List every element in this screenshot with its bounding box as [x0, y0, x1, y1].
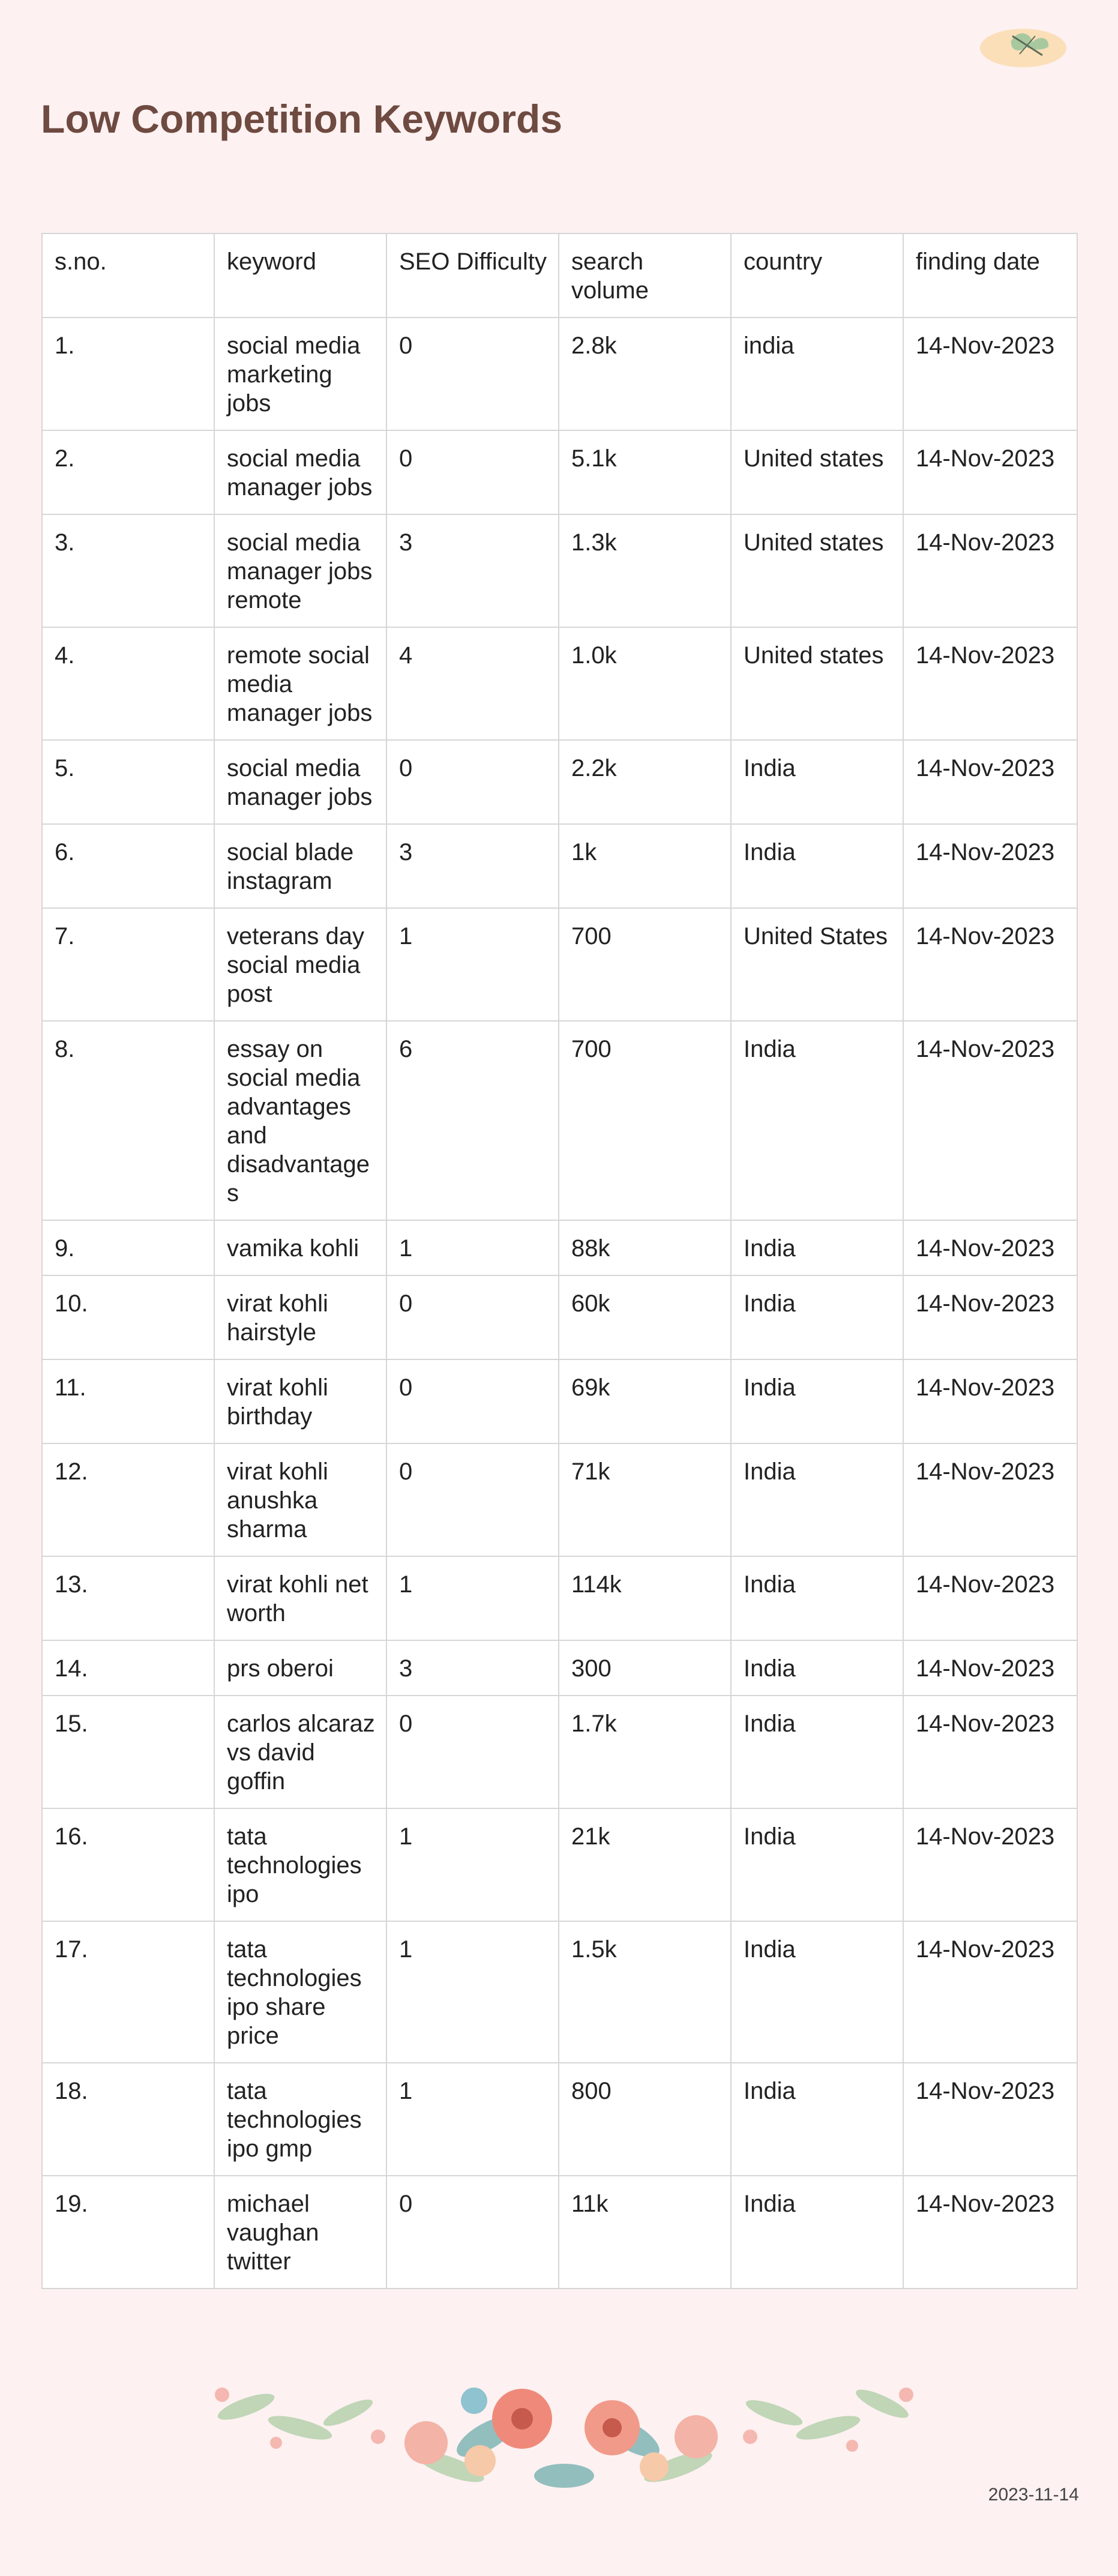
cell-country: India [731, 1640, 903, 1696]
cell-country: United states [731, 514, 903, 627]
cell-finding-date: 14-Nov-2023 [903, 1220, 1077, 1275]
cell-keyword: carlos alcaraz vs david goffin [214, 1696, 386, 1808]
cell-seo-difficulty: 0 [386, 317, 559, 430]
keywords-table [41, 233, 1078, 2289]
cell-keyword: remote social media manager jobs [214, 627, 386, 740]
cell-search-volume: 21k [559, 1808, 731, 1921]
cell-keyword: social media manager jobs [214, 430, 386, 514]
cell-sno: 5. [42, 740, 214, 824]
cell-seo-difficulty: 3 [386, 824, 559, 908]
cell-keyword: veterans day social media post [214, 908, 386, 1021]
cell-seo-difficulty: 0 [386, 2176, 559, 2289]
cell-keyword: vamika kohli [214, 1220, 386, 1275]
cell-country: India [731, 1359, 903, 1443]
cell-sno: 17. [42, 1921, 214, 2063]
cell-country: India [731, 1220, 903, 1275]
cell-sno: 16. [42, 1808, 214, 1921]
cell-seo-difficulty: 0 [386, 1443, 559, 1556]
cell-search-volume: 114k [559, 1556, 731, 1640]
cell-finding-date: 14-Nov-2023 [903, 627, 1077, 740]
cell-seo-difficulty: 1 [386, 1808, 559, 1921]
table-row [42, 2063, 1077, 2176]
cell-keyword: michael vaughan twitter [214, 2176, 386, 2289]
column-header: SEO Difficulty [386, 233, 559, 317]
cell-country: India [731, 1275, 903, 1359]
cell-finding-date: 14-Nov-2023 [903, 1359, 1077, 1443]
cell-search-volume: 300 [559, 1640, 731, 1696]
table-row [42, 1921, 1077, 2063]
cell-keyword: prs oberoi [214, 1640, 386, 1696]
table-row [42, 627, 1077, 740]
cell-search-volume: 1.7k [559, 1696, 731, 1808]
cell-sno: 8. [42, 1021, 214, 1220]
cell-finding-date: 14-Nov-2023 [903, 1640, 1077, 1696]
table-row [42, 1640, 1077, 1696]
cell-finding-date: 14-Nov-2023 [903, 824, 1077, 908]
cell-seo-difficulty: 1 [386, 1220, 559, 1275]
cell-seo-difficulty: 1 [386, 1921, 559, 2063]
table-row [42, 1220, 1077, 1275]
cell-keyword: virat kohli net worth [214, 1556, 386, 1640]
cell-country: India [731, 1021, 903, 1220]
table-row [42, 514, 1077, 627]
cell-search-volume: 71k [559, 1443, 731, 1556]
table-row [42, 824, 1077, 908]
cell-sno: 14. [42, 1640, 214, 1696]
cell-seo-difficulty: 4 [386, 627, 559, 740]
cell-search-volume: 1.5k [559, 1921, 731, 2063]
cell-search-volume: 5.1k [559, 430, 731, 514]
page-title: Low Competition Keywords [41, 97, 563, 141]
cell-keyword: social media manager jobs [214, 740, 386, 824]
cell-country: India [731, 824, 903, 908]
cell-sno: 4. [42, 627, 214, 740]
cell-country: United states [731, 627, 903, 740]
cell-search-volume: 2.8k [559, 317, 731, 430]
cell-search-volume: 700 [559, 908, 731, 1021]
cell-seo-difficulty: 0 [386, 740, 559, 824]
table-body [42, 317, 1077, 2289]
cell-country: United states [731, 430, 903, 514]
cell-country: United States [731, 908, 903, 1021]
cell-seo-difficulty: 1 [386, 1556, 559, 1640]
cell-keyword: tata technologies ipo gmp [214, 2063, 386, 2176]
floral-decoration-icon [198, 2371, 930, 2515]
cell-sno: 3. [42, 514, 214, 627]
cell-finding-date: 14-Nov-2023 [903, 1275, 1077, 1359]
cell-country: India [731, 1443, 903, 1556]
cell-country: India [731, 1808, 903, 1921]
cell-search-volume: 69k [559, 1359, 731, 1443]
cell-country: India [731, 2063, 903, 2176]
cell-country: India [731, 1921, 903, 2063]
cell-finding-date: 14-Nov-2023 [903, 1556, 1077, 1640]
cell-search-volume: 2.2k [559, 740, 731, 824]
cell-finding-date: 14-Nov-2023 [903, 740, 1077, 824]
table-row [42, 1359, 1077, 1443]
table-row [42, 1443, 1077, 1556]
table-row [42, 1021, 1077, 1220]
cell-search-volume: 1.0k [559, 627, 731, 740]
cell-keyword: essay on social media advantages and disadvantages [214, 1021, 386, 1220]
cell-seo-difficulty: 0 [386, 430, 559, 514]
cell-sno: 15. [42, 1696, 214, 1808]
column-header: s.no. [42, 233, 214, 317]
footer-date: 2023-11-14 [988, 2485, 1079, 2505]
cell-finding-date: 14-Nov-2023 [903, 2176, 1077, 2289]
cell-search-volume: 88k [559, 1220, 731, 1275]
cell-search-volume: 1k [559, 824, 731, 908]
cell-finding-date: 14-Nov-2023 [903, 514, 1077, 627]
butterfly-decoration-icon [975, 18, 1071, 72]
cell-finding-date: 14-Nov-2023 [903, 1696, 1077, 1808]
table-row [42, 317, 1077, 430]
cell-search-volume: 60k [559, 1275, 731, 1359]
column-header: finding date [903, 233, 1077, 317]
cell-keyword: social media marketing jobs [214, 317, 386, 430]
cell-keyword: tata technologies ipo [214, 1808, 386, 1921]
cell-keyword: social media manager jobs remote [214, 514, 386, 627]
column-header: search volume [559, 233, 731, 317]
cell-keyword: social blade instagram [214, 824, 386, 908]
cell-finding-date: 14-Nov-2023 [903, 1808, 1077, 1921]
cell-finding-date: 14-Nov-2023 [903, 1921, 1077, 2063]
table-row [42, 1556, 1077, 1640]
cell-keyword: virat kohli hairstyle [214, 1275, 386, 1359]
cell-seo-difficulty: 3 [386, 514, 559, 627]
cell-country: India [731, 1696, 903, 1808]
cell-sno: 19. [42, 2176, 214, 2289]
table-row [42, 2176, 1077, 2289]
cell-finding-date: 14-Nov-2023 [903, 1443, 1077, 1556]
cell-sno: 6. [42, 824, 214, 908]
cell-finding-date: 14-Nov-2023 [903, 430, 1077, 514]
cell-sno: 7. [42, 908, 214, 1021]
cell-search-volume: 700 [559, 1021, 731, 1220]
cell-seo-difficulty: 6 [386, 1021, 559, 1220]
cell-sno: 2. [42, 430, 214, 514]
table-row [42, 1696, 1077, 1808]
cell-seo-difficulty: 1 [386, 908, 559, 1021]
cell-sno: 11. [42, 1359, 214, 1443]
cell-keyword: tata technologies ipo share price [214, 1921, 386, 2063]
cell-country: India [731, 740, 903, 824]
column-header: country [731, 233, 903, 317]
cell-sno: 12. [42, 1443, 214, 1556]
cell-keyword: virat kohli birthday [214, 1359, 386, 1443]
cell-country: India [731, 2176, 903, 2289]
cell-country: india [731, 317, 903, 430]
cell-search-volume: 1.3k [559, 514, 731, 627]
cell-finding-date: 14-Nov-2023 [903, 1021, 1077, 1220]
cell-finding-date: 14-Nov-2023 [903, 908, 1077, 1021]
table-row [42, 740, 1077, 824]
cell-seo-difficulty: 0 [386, 1696, 559, 1808]
cell-finding-date: 14-Nov-2023 [903, 2063, 1077, 2176]
column-header: keyword [214, 233, 386, 317]
cell-sno: 9. [42, 1220, 214, 1275]
table-row [42, 1808, 1077, 1921]
cell-sno: 18. [42, 2063, 214, 2176]
cell-finding-date: 14-Nov-2023 [903, 317, 1077, 430]
cell-seo-difficulty: 0 [386, 1275, 559, 1359]
table-row [42, 1275, 1077, 1359]
cell-search-volume: 800 [559, 2063, 731, 2176]
table-row [42, 908, 1077, 1021]
cell-seo-difficulty: 0 [386, 1359, 559, 1443]
cell-sno: 1. [42, 317, 214, 430]
cell-sno: 13. [42, 1556, 214, 1640]
cell-search-volume: 11k [559, 2176, 731, 2289]
cell-seo-difficulty: 1 [386, 2063, 559, 2176]
cell-sno: 10. [42, 1275, 214, 1359]
table-row [42, 430, 1077, 514]
cell-keyword: virat kohli anushka sharma [214, 1443, 386, 1556]
cell-country: India [731, 1556, 903, 1640]
cell-seo-difficulty: 3 [386, 1640, 559, 1696]
table-header-row [42, 233, 1077, 317]
